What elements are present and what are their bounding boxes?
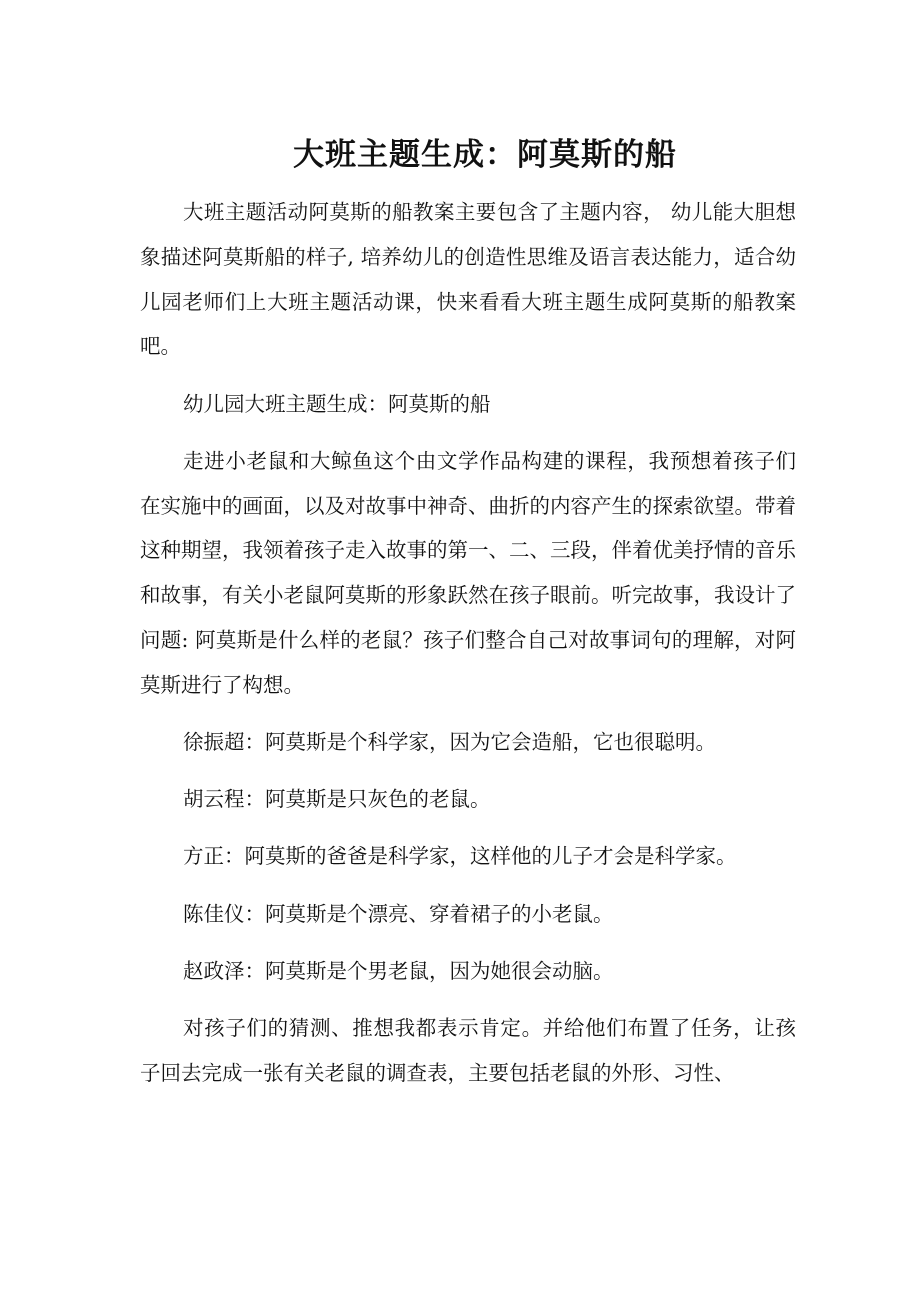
- paragraph-story: 走进小老鼠和大鲸鱼这个由文学作品构建的课程，我预想着孩子们在实施中的画面，以及对故事中神奇、曲折的内容产生的探索欲望。带着这种期望，我领着孩子走入故事的第一、二、三段，伴着优美抒情的音乐和故事，有关小老鼠阿莫斯的形象跃然在孩子眼前。听完故事，我设计了问题: 阿莫斯是什么样的老鼠？孩子们整合自己对故事词句的理解，对阿莫斯进行了构想。: [140, 448, 796, 697]
- paragraph-answer-fang: 方正：阿莫斯的爸爸是科学家，这样他的儿子才会是科学家。: [183, 844, 737, 869]
- paragraph-subtitle: 幼儿园大班主题生成：阿莫斯的船: [183, 391, 491, 416]
- document-body: [140, 190, 796, 1108]
- paragraph-intro: 大班主题活动阿莫斯的船教案主要包含了主题内容， 幼儿能大胆想象描述阿莫斯船的样子, 培养幼儿的创造性思维及语言表达能力，适合幼儿园老师们上大班主题活动课，快来看看大班主题生成阿莫斯的船教案吧。: [140, 200, 796, 359]
- paragraph-conclusion: 对孩子们的猜测、推想我都表示肯定。并给他们布置了任务，让孩子回去完成一张有关老鼠的调查表，主要包括老鼠的外形、习性、: [140, 1015, 796, 1085]
- paragraph-answer-chen: 陈佳仪：阿莫斯是个漂亮、穿着裙子的小老鼠。: [183, 901, 614, 926]
- paragraph-answer-xu: 徐振超：阿莫斯是个科学家，因为它会造船，它也很聪明。: [183, 729, 716, 754]
- paragraph-answer-hu: 胡云程：阿莫斯是只灰色的老鼠。: [183, 787, 491, 812]
- page-title: 大班主题生成：阿莫斯的船: [293, 136, 677, 173]
- paragraph-answer-zhao: 赵政泽：阿莫斯是个男老鼠，因为她很会动脑。: [183, 958, 614, 983]
